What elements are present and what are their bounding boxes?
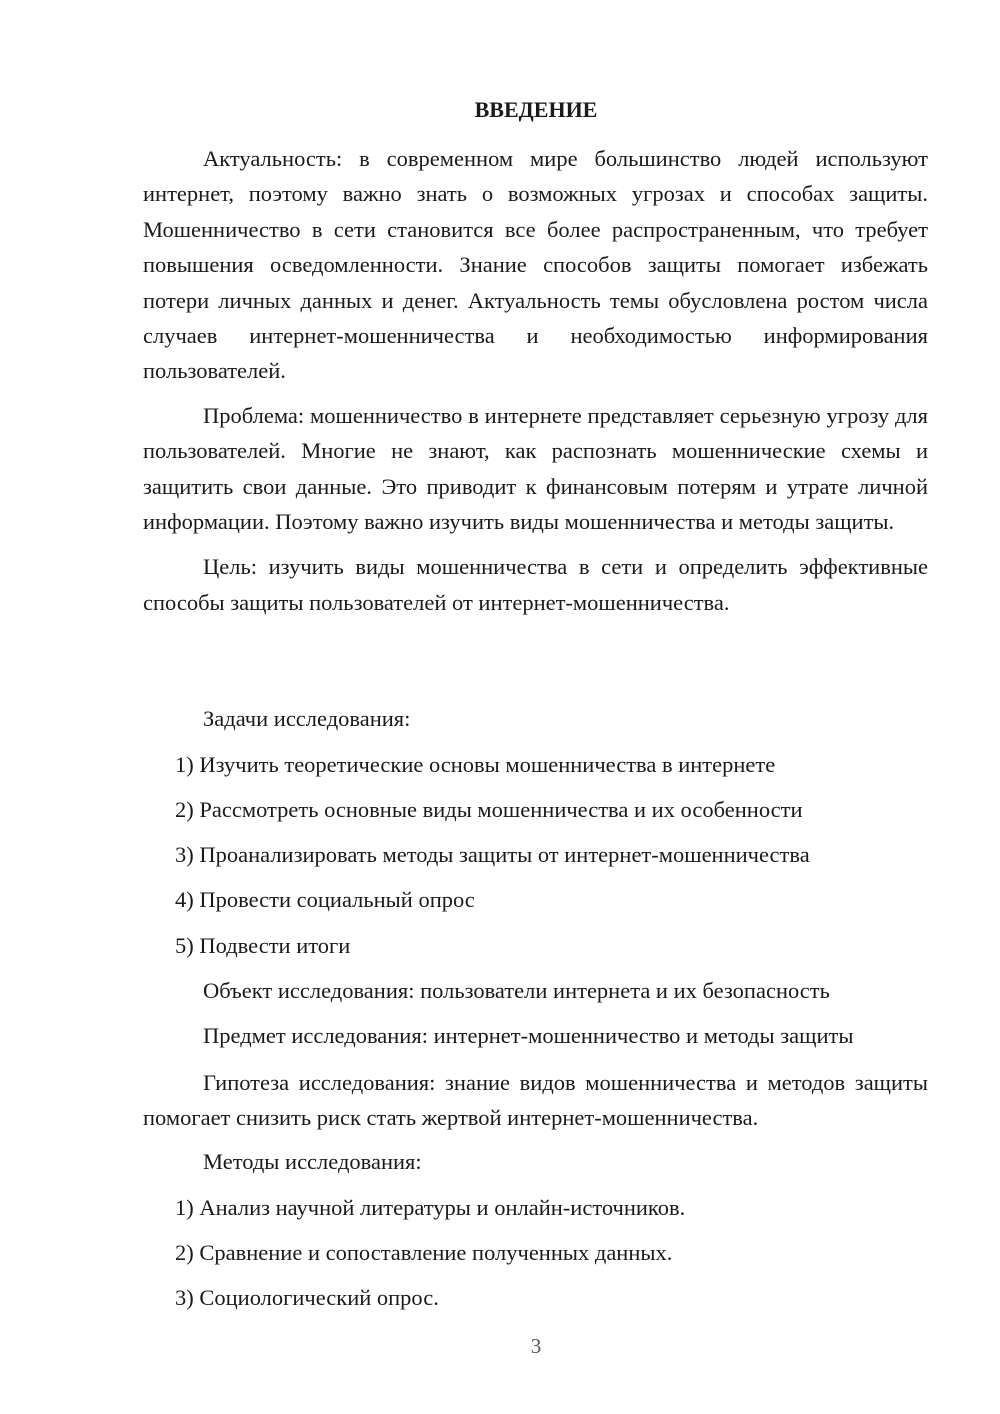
task-item-2: 2) Рассмотреть основные виды мошенничества и их особенности — [175, 797, 803, 822]
tasks-heading: Задачи исследования: — [203, 706, 411, 731]
method-item-3: 3) Социологический опрос. — [175, 1285, 439, 1310]
paragraph-hypothesis: Гипотеза исследования: знание видов мошенничества и методов защиты помогает снизить риск стать жертвой интернет-мошенничества. — [143, 1070, 928, 1131]
paragraph-problem: Проблема: мошенничество в интернете представляет серьезную угрозу для пользователей. Многие не знают, как распознать мошеннические схемы и защитить свои данные. Это приводит к финансовым потерям и утрате личной информации. Поэтому важно изучить виды мошенничества и методы защиты. — [143, 402, 928, 535]
research-subject: Предмет исследования: интернет-мошенничество и методы защиты — [203, 1023, 854, 1048]
intro-paragraphs — [143, 141, 928, 620]
page-title: ВВЕДЕНИЕ — [474, 97, 598, 122]
task-item-4: 4) Провести социальный опрос — [175, 887, 475, 912]
task-item-3: 3) Проанализировать методы защиты от интернет-мошенничества — [175, 842, 810, 867]
research-object: Объект исследования: пользователи интернета и их безопасность — [203, 978, 830, 1003]
method-item-2: 2) Сравнение и сопоставление полученных данных. — [175, 1240, 673, 1265]
methods-heading: Методы исследования: — [203, 1149, 422, 1174]
hypothesis-block — [143, 1065, 928, 1136]
paragraph-actuality: Актуальность: в современном мире большинство людей используют интернет, поэтому важно знать о возможных угрозах и способах защиты. Мошенничество в сети становится все более распространенным, что требует повышения осведомленности. Знание способов защиты помогает избежать потери личных данных и денег. Актуальность темы обусловлена ростом числа случаев интернет-мошенничества и необходимостью информирования пользователей. — [143, 146, 928, 384]
task-item-1: 1) Изучить теоретические основы мошенничества в интернете — [175, 752, 776, 777]
method-item-1: 1) Анализ научной литературы и онлайн-источников. — [175, 1195, 686, 1220]
paragraph-goal: Цель: изучить виды мошенничества в сети и определить эффективные способы защиты пользователей от интернет-мошенничества. — [143, 554, 928, 615]
page-number: 3 — [530, 1334, 542, 1358]
task-item-5: 5) Подвести итоги — [175, 933, 351, 958]
